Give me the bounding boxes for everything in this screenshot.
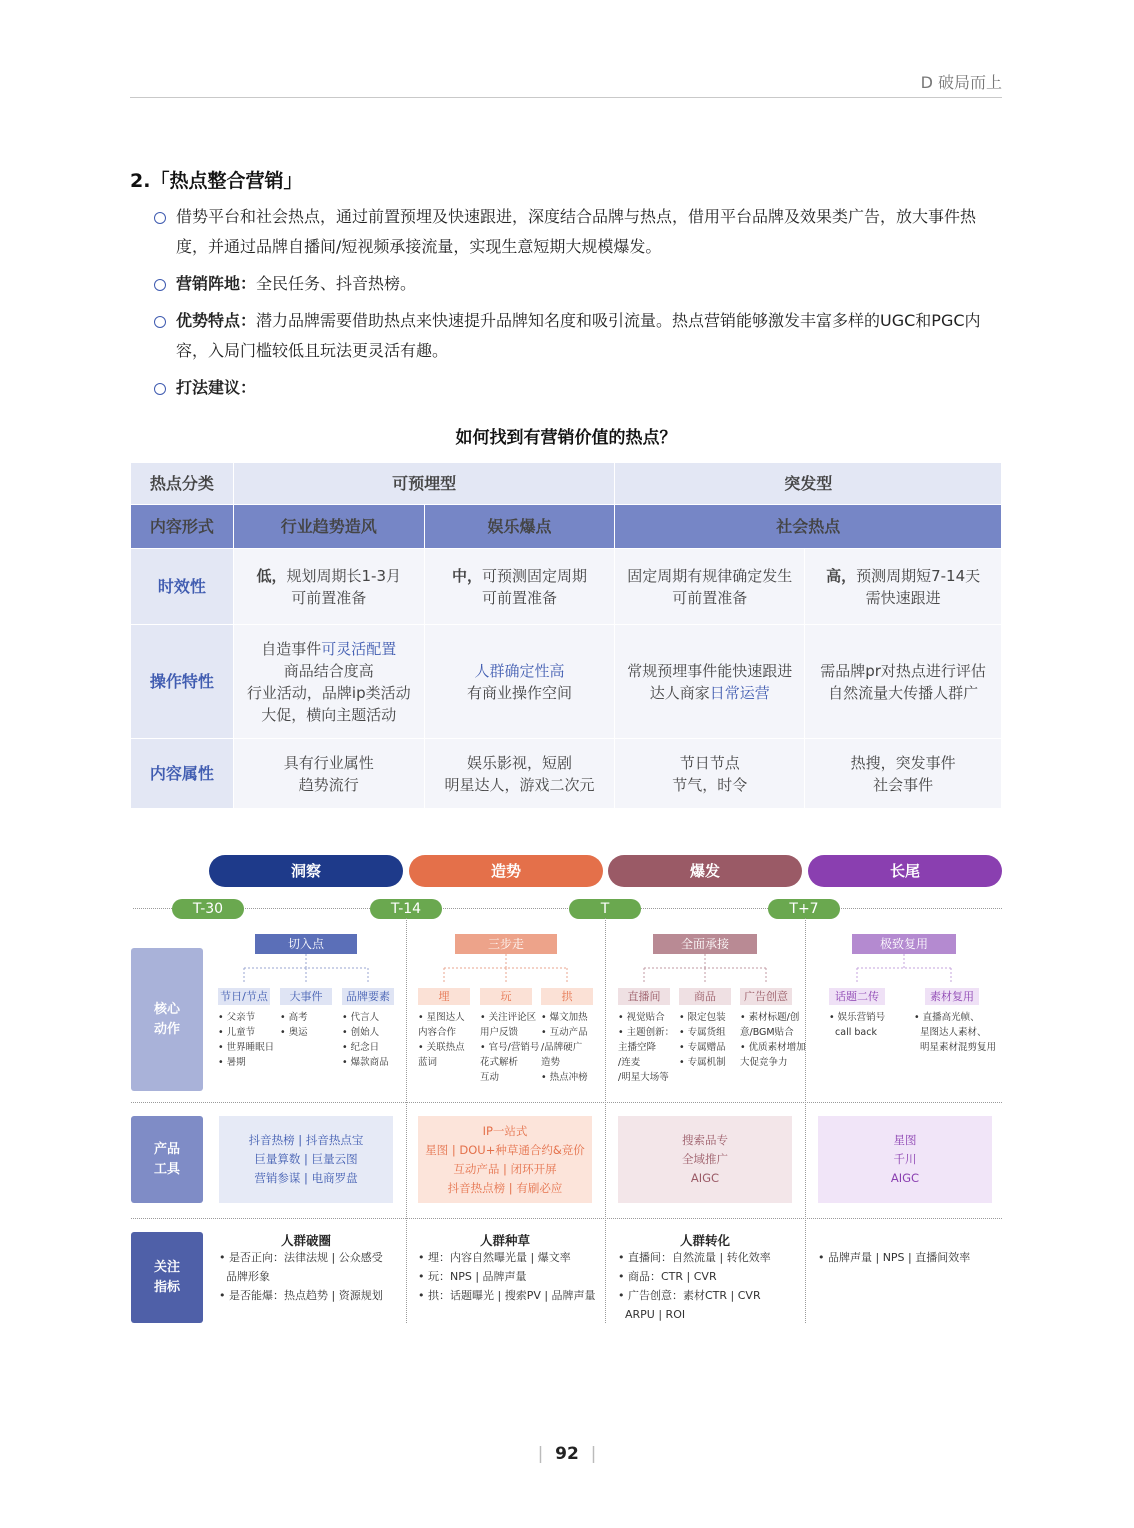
table-cell: 中，可预测固定周期 可前置准备 bbox=[424, 549, 615, 625]
product-box: 抖音热榜 | 抖音热点宝 巨量算数 | 巨量云图 营销参谋 | 电商罗盘 bbox=[219, 1116, 393, 1203]
table-cell: 自造事件可灵活配置 商品结合度高 行业活动，品牌ip类活动 大促，横向主题活动 bbox=[233, 625, 424, 739]
item-list: • 高考 • 奥运 bbox=[280, 1012, 308, 1038]
table-cell: 高，预测周期短7-14天 需快速跟进 bbox=[805, 549, 1002, 625]
table-cell: 固定周期有规律确定发生 可前置准备 bbox=[615, 549, 805, 625]
side-label-metric: 关注 指标 bbox=[131, 1232, 203, 1323]
metric-title: 人群转化 bbox=[679, 1233, 730, 1248]
item-list: • 星图达人 内容合作 • 关联热点 蓝词 bbox=[418, 1012, 465, 1068]
bullet-item: 营销阵地：全民任务、抖音热榜。 bbox=[152, 269, 1004, 299]
row-header: 时效性 bbox=[131, 549, 234, 625]
bullet-item: 打法建议： bbox=[152, 373, 1004, 403]
metric-list: • 是否正向：法律法规 | 公众感受 品牌形象 • 是否能爆：热点趋势 | 资源规划 bbox=[219, 1251, 383, 1302]
bullet-item: 借势平台和社会热点，通过前置预埋及快速跟进，深度结合品牌与热点，借用平台品牌及效果类广告，放大事件热度，并通过品牌自播间/短视频承接流量，实现生意短期大规模爆发。 bbox=[152, 202, 1004, 262]
table-cell: 娱乐爆点 bbox=[424, 505, 615, 549]
time-tag: T bbox=[569, 899, 641, 919]
item-list: • 直播高光帧、 星图达人素材、 明星素材混剪复用 bbox=[914, 1012, 997, 1053]
table-cell: 热搜，突发事件 社会事件 bbox=[805, 739, 1002, 809]
sub-label: 埋 bbox=[418, 988, 470, 1005]
table-cell: 社会热点 bbox=[615, 505, 1002, 549]
product-box: 搜索品专 全域推广 AIGC bbox=[618, 1116, 792, 1203]
phase-pill: 造势 bbox=[409, 855, 603, 887]
table-cell: 需品牌pr对热点进行评估 自然流量大传播人群广 bbox=[805, 625, 1002, 739]
sub-label: 拱 bbox=[541, 988, 593, 1005]
row-header: 操作特性 bbox=[131, 625, 234, 739]
sub-label: 品牌要素 bbox=[342, 988, 394, 1005]
row-header: 内容属性 bbox=[131, 739, 234, 809]
metric-list: • 品牌声量 | NPS | 直播间效率 bbox=[818, 1251, 971, 1264]
section-title: 2.「热点整合营销」 bbox=[130, 170, 303, 192]
sub-label: 直播间 bbox=[618, 988, 670, 1005]
item-list: • 爆文加热 • 互动产品 /品牌硬广 造势 • 热点冲榜 bbox=[541, 1012, 588, 1083]
item-list: • 父亲节 • 儿童节 • 世界睡眠日 • 暑期 bbox=[218, 1012, 275, 1068]
table-cell: 节日节点 节气，时令 bbox=[615, 739, 805, 809]
core-head: 切入点 bbox=[255, 934, 357, 954]
item-list: • 限定包装 • 专属货组 • 专属赠品 • 专属机制 bbox=[679, 1012, 726, 1068]
core-head: 三步走 bbox=[455, 934, 557, 954]
sub-label: 话题二传 bbox=[829, 988, 885, 1005]
sub-label: 广告创意 bbox=[740, 988, 792, 1005]
phase-pill: 爆发 bbox=[608, 855, 802, 887]
table-cell: 突发型 bbox=[615, 463, 1002, 505]
item-list: • 关注评论区 用户反馈 • 官号/营销号 花式解析 互动 bbox=[480, 1012, 540, 1083]
item-list: • 素材标题/创 意/BGM贴合 • 优质素材增加 大促竞争力 bbox=[740, 1012, 806, 1068]
row-header: 热点分类 bbox=[131, 463, 234, 505]
time-tag: T+7 bbox=[768, 899, 840, 919]
row-header: 内容形式 bbox=[131, 505, 234, 549]
side-label-product: 产品 工具 bbox=[131, 1116, 203, 1203]
item-list: • 视觉贴合 • 主题创新： 主播空降 /连麦 /明星大场等 bbox=[618, 1012, 675, 1083]
table-cell: 常规预埋事件能快速跟进 达人商家日常运营 bbox=[615, 625, 805, 739]
table-title: 如何找到有营销价值的热点？ bbox=[455, 428, 677, 448]
time-tag: T-14 bbox=[370, 899, 442, 919]
metric-list: • 直播间：自然流量 | 转化效率 • 商品：CTR | CVR • 广告创意：素材CTR | CVR ARPU | ROI bbox=[618, 1251, 771, 1321]
table-cell: 娱乐影视，短剧 明星达人，游戏二次元 bbox=[424, 739, 615, 809]
side-label-core: 核心 动作 bbox=[131, 948, 203, 1091]
table-cell: 可预埋型 bbox=[233, 463, 615, 505]
product-box: 星图 千川 AIGC bbox=[818, 1116, 992, 1203]
core-head: 极致复用 bbox=[852, 934, 956, 954]
phase-pill: 长尾 bbox=[808, 855, 1002, 887]
page-number: | 92 | bbox=[537, 1444, 597, 1464]
metric-list: • 埋：内容自然曝光量 | 爆文率 • 玩：NPS | 品牌声量 • 拱：话题曝光 | 搜索PV | 品牌声量 bbox=[418, 1251, 596, 1302]
sub-label: 素材复用 bbox=[925, 988, 979, 1005]
item-list: • 代言人 • 创始人 • 纪念日 • 爆款商品 bbox=[342, 1012, 389, 1068]
sub-label: 玩 bbox=[480, 988, 532, 1005]
sub-label: 商品 bbox=[679, 988, 731, 1005]
product-box: IP一站式 星图 | DOU+种草通合约&竞价 互动产品 | 闭环开屏 抖音热点榜 | 有刷必应 bbox=[418, 1116, 592, 1203]
bullet-item: 优势特点：潜力品牌需要借助热点来快速提升品牌知名度和吸引流量。热点营销能够激发丰富多样的UGC和PGC内容，入局门槛较低且玩法更灵活有趣。 bbox=[152, 306, 1004, 366]
sub-label: 大事件 bbox=[280, 988, 332, 1005]
table-cell: 行业趋势造风 bbox=[233, 505, 424, 549]
table-cell: 具有行业属性 趋势流行 bbox=[233, 739, 424, 809]
metric-title: 人群破圈 bbox=[280, 1233, 331, 1248]
sub-label: 节日/节点 bbox=[218, 988, 270, 1005]
core-head: 全面承接 bbox=[653, 934, 757, 954]
header-text: D 破局而上 bbox=[920, 73, 1002, 92]
table-cell: 低，规划周期长1-3月 可前置准备 bbox=[233, 549, 424, 625]
metric-title: 人群种草 bbox=[479, 1233, 530, 1248]
item-list: • 娱乐营销号 call back bbox=[829, 1012, 886, 1038]
phase-pill: 洞察 bbox=[209, 855, 403, 887]
time-tag: T-30 bbox=[172, 899, 244, 919]
table-cell: 人群确定性高 有商业操作空间 bbox=[424, 625, 615, 739]
